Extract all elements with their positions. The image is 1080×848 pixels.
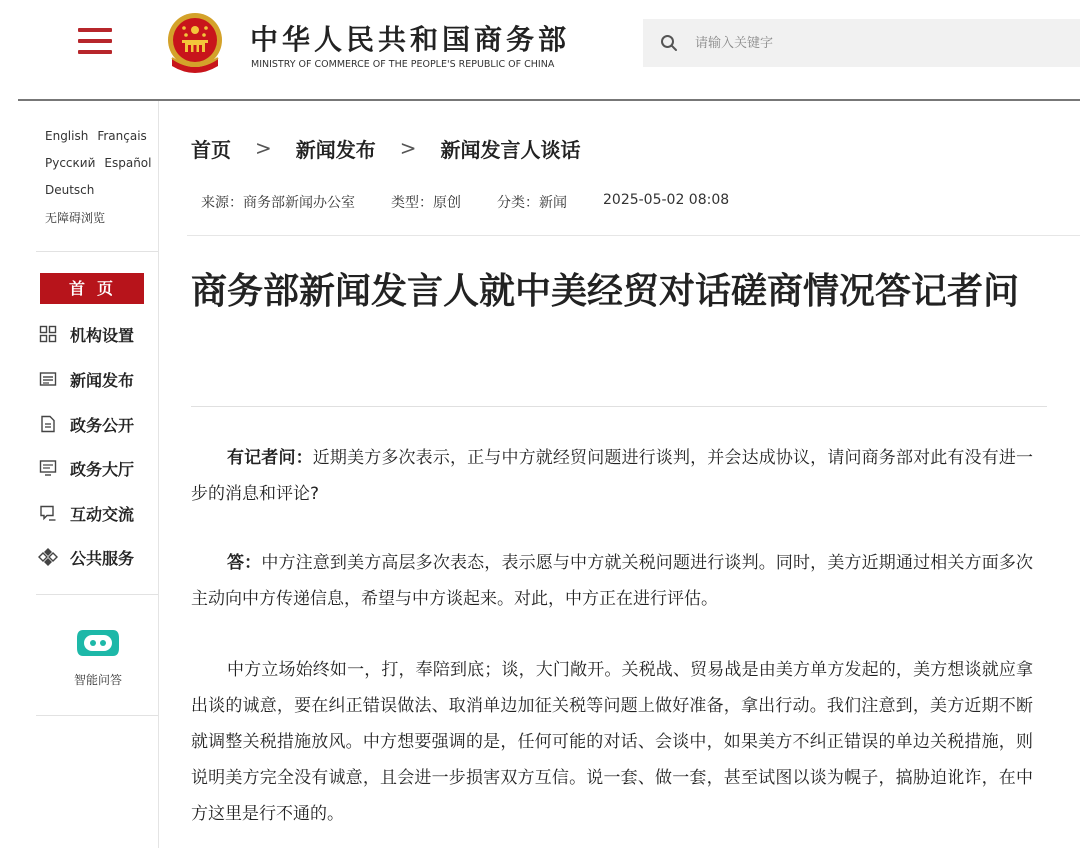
- paragraph-text: 中方立场始终如一，打，奉陪到底；谈，大门敞开。关税战、贸易战是由美方单方发起的，美方想谈就应拿出谈的诚意，要在纠正错误做法、取消单边加征关税等问题上做好准备，拿出行动。我们注意到，美方近期不断就调整关税措施放风。中方想要强调的是，任何可能的对话、会谈中，如果美方不纠正错误的单边关税措施，则说明美方完全没有诚意，且会进一步损害双方互信。说一套、做一套，甚至试图以谈为幌子，搞胁迫讹诈，在中方这里是行不通的。: [191, 660, 1033, 824]
- document-icon: [38, 414, 58, 434]
- org-grid-icon: [38, 324, 58, 344]
- breadcrumb-news[interactable]: 新闻发布: [295, 137, 376, 162]
- meta-divider: [187, 235, 1080, 236]
- sidebar-item-public-service[interactable]: [38, 544, 158, 570]
- sidebar-item-government-affairs[interactable]: [38, 411, 158, 437]
- search-box: [643, 19, 1080, 67]
- sidebar-item-label: 机构设置: [70, 325, 135, 345]
- breadcrumb-separator: >: [399, 136, 417, 160]
- paragraph-lead: 答：: [227, 553, 262, 573]
- sidebar-home-button[interactable]: 首页: [40, 273, 144, 304]
- language-row-1: [45, 129, 156, 143]
- sidebar-item-label: 新闻发布: [70, 370, 135, 390]
- breadcrumb-home[interactable]: 首页: [191, 137, 231, 162]
- site-title-chinese: 中华人民共和国商务部: [250, 23, 571, 56]
- meta-category: 分类：新闻: [497, 195, 567, 211]
- title-divider: [191, 406, 1047, 407]
- lang-french-link[interactable]: Français: [97, 129, 147, 143]
- lang-russian-link[interactable]: Русский: [45, 156, 96, 170]
- meta-type: 类型：原创: [391, 195, 461, 211]
- header-divider: [18, 99, 1080, 101]
- sidebar-separator: [36, 251, 158, 252]
- hamburger-menu-icon[interactable]: [78, 26, 114, 56]
- sidebar-item-label: 政务大厅: [70, 459, 135, 479]
- sidebar-separator: [36, 594, 158, 595]
- search-input[interactable]: [695, 28, 1065, 58]
- language-row-4: [45, 209, 114, 226]
- paragraph-text: 近期美方多次表示，正与中方就经贸问题进行谈判，并会达成协议，请问商务部对此有没有进一步的消息和评论?: [191, 448, 1034, 504]
- article-meta: [201, 192, 765, 212]
- article-paragraph: [191, 440, 1033, 512]
- meta-source: 来源：商务部新闻办公室: [201, 195, 355, 211]
- search-icon[interactable]: [659, 33, 679, 53]
- article-paragraph: [191, 652, 1033, 832]
- breadcrumb-spokesperson[interactable]: 新闻发言人谈话: [440, 137, 581, 162]
- news-icon: [38, 369, 58, 389]
- sidebar-item-interaction[interactable]: [38, 500, 158, 526]
- article-title: 商务部新闻发言人就中美经贸对话磋商情况答记者问: [191, 271, 1020, 312]
- accessibility-link[interactable]: 无障碍浏览: [45, 211, 106, 225]
- paragraph-text: 中方注意到美方高层多次表态，表示愿与中方就关税问题进行谈判。同时，美方近期通过相关方面多次主动向中方传递信息，希望与中方谈起来。对此，中方正在进行评估。: [191, 553, 1034, 609]
- sidebar-item-news[interactable]: [38, 366, 158, 392]
- robot-icon: [75, 624, 121, 662]
- smart-qa-label: 智能问答: [73, 673, 122, 687]
- service-diamond-icon: [38, 547, 58, 567]
- article-paragraph: [191, 545, 1033, 617]
- sidebar-item-label: 互动交流: [70, 504, 135, 524]
- paragraph-lead: 有记者问：: [227, 448, 313, 468]
- sidebar-item-label: 公共服务: [70, 548, 135, 568]
- meta-datetime: 2025-05-02 08:08: [603, 192, 730, 208]
- sidebar-separator: [36, 715, 158, 716]
- breadcrumb-separator: >: [255, 136, 272, 160]
- language-row-3: [45, 183, 103, 197]
- site-title-english: MINISTRY OF COMMERCE OF THE PEOPLE'S REPUBLIC OF CHINA: [251, 59, 555, 70]
- language-row-2: [45, 156, 160, 170]
- sidebar-item-label: 政务公开: [70, 415, 135, 435]
- site-header: [0, 0, 1080, 100]
- smart-qa-assistant[interactable]: [58, 620, 138, 700]
- chat-icon: [38, 503, 58, 523]
- breadcrumb: [191, 134, 581, 162]
- sidebar-item-service-hall[interactable]: [38, 455, 158, 481]
- monitor-icon: [38, 458, 58, 478]
- lang-english-link[interactable]: English: [45, 129, 89, 143]
- lang-spanish-link[interactable]: Español: [104, 156, 152, 170]
- sidebar-item-organization[interactable]: [38, 321, 158, 347]
- sidebar-divider: [158, 101, 159, 848]
- national-emblem-logo[interactable]: [162, 10, 228, 76]
- lang-german-link[interactable]: Deutsch: [45, 183, 95, 197]
